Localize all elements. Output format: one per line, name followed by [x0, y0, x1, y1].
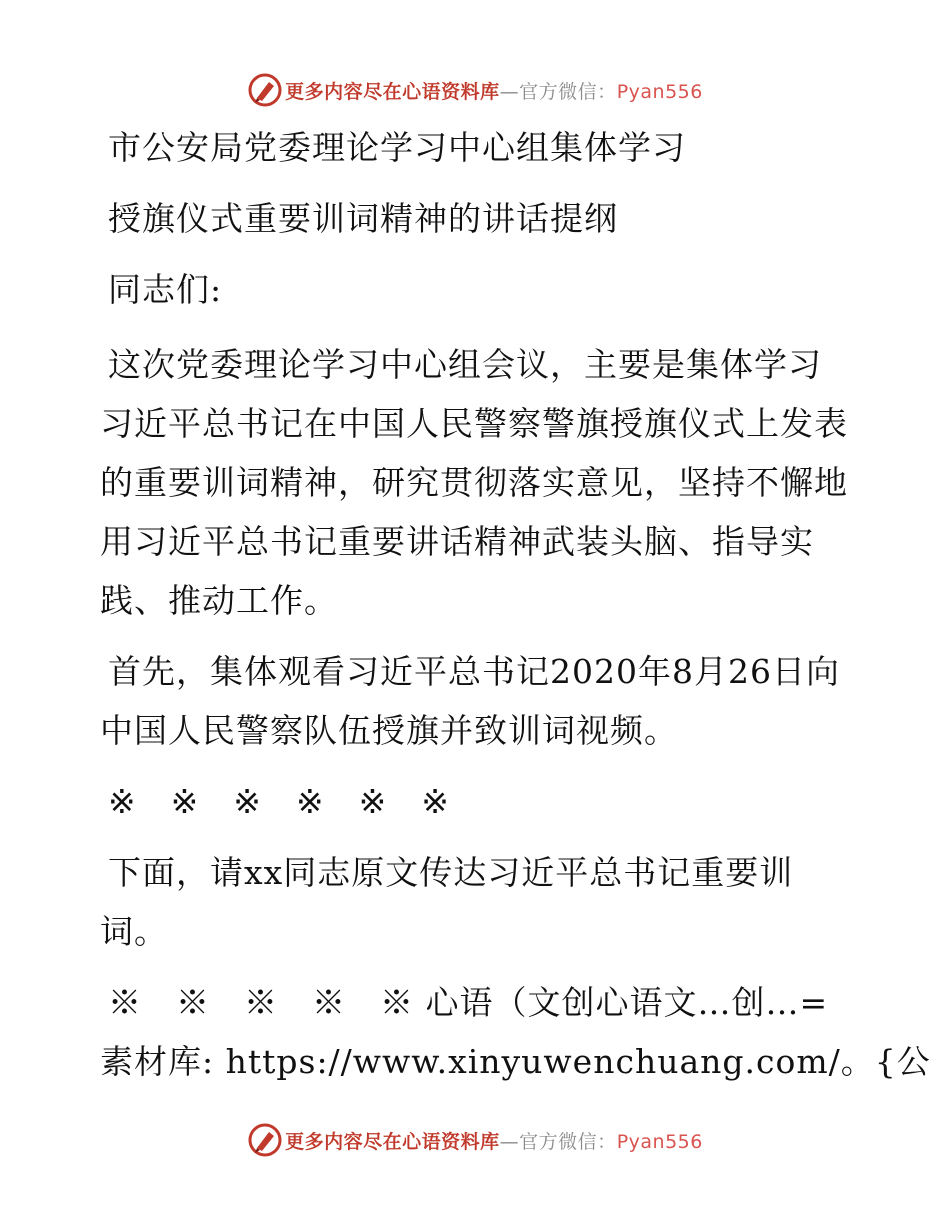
paragraph-4: [100, 973, 931, 1091]
banner-main-text: 更多内容尽在心语资料库: [285, 80, 500, 103]
paragraph-line: 中国人民警察队伍授旗并致训词视频。: [100, 711, 678, 750]
paragraph-line: ※ ※ ※ ※ ※ 心语（文创心语文…创…=: [108, 983, 829, 1022]
paragraph-line: 的重要训词精神，研究贯彻落实意见，坚持不懈地: [100, 463, 848, 502]
banner-text: [285, 1127, 703, 1154]
paragraph-line: 下面，请xx同志原文传达习近平总书记重要训: [108, 853, 794, 892]
paragraph-line: 用习近平总书记重要讲话精神武装头脑、指导实: [100, 522, 814, 561]
document-body: [100, 118, 931, 1091]
pen-logo-icon: [247, 72, 283, 108]
banner-dash: —: [499, 80, 520, 103]
paragraph-line: 词。: [100, 912, 168, 951]
paragraph-2: [100, 642, 860, 760]
banner-main-text: 更多内容尽在心语资料库: [285, 1130, 500, 1153]
footer-watermark-banner: [0, 1118, 950, 1162]
paragraph-line: 践、推动工作。: [100, 581, 338, 620]
banner-official-label: 官方微信：: [519, 1130, 617, 1153]
banner-dash: —: [499, 1130, 520, 1153]
greeting: 同志们:: [108, 270, 223, 309]
banner-text: [285, 77, 703, 104]
separator-marks: ※ ※ ※ ※ ※ ※: [108, 782, 450, 821]
pen-logo-icon: [247, 1122, 283, 1158]
paragraph-1: [100, 335, 860, 630]
title-line-1: 市公安局党委理论学习中心组集体学习: [108, 128, 686, 167]
banner-official-label: 官方微信：: [519, 80, 617, 103]
paragraph-3: [100, 843, 860, 961]
banner-wechat-id: Pyan556: [616, 80, 703, 103]
paragraph-line: 素材库: https://www.xinyuwenchuang.com/。{公: [100, 1042, 931, 1081]
paragraph-line: 习近平总书记在中国人民警察警旗授旗仪式上发表: [100, 404, 848, 443]
paragraph-line: 首先，集体观看习近平总书记2020年8月26日向: [108, 652, 840, 691]
header-watermark-banner: [0, 68, 950, 112]
title-line-2: 授旗仪式重要训词精神的讲话提纲: [108, 199, 618, 238]
banner-wechat-id: Pyan556: [616, 1130, 703, 1153]
paragraph-line: 这次党委理论学习中心组会议，主要是集体学习: [108, 345, 822, 384]
